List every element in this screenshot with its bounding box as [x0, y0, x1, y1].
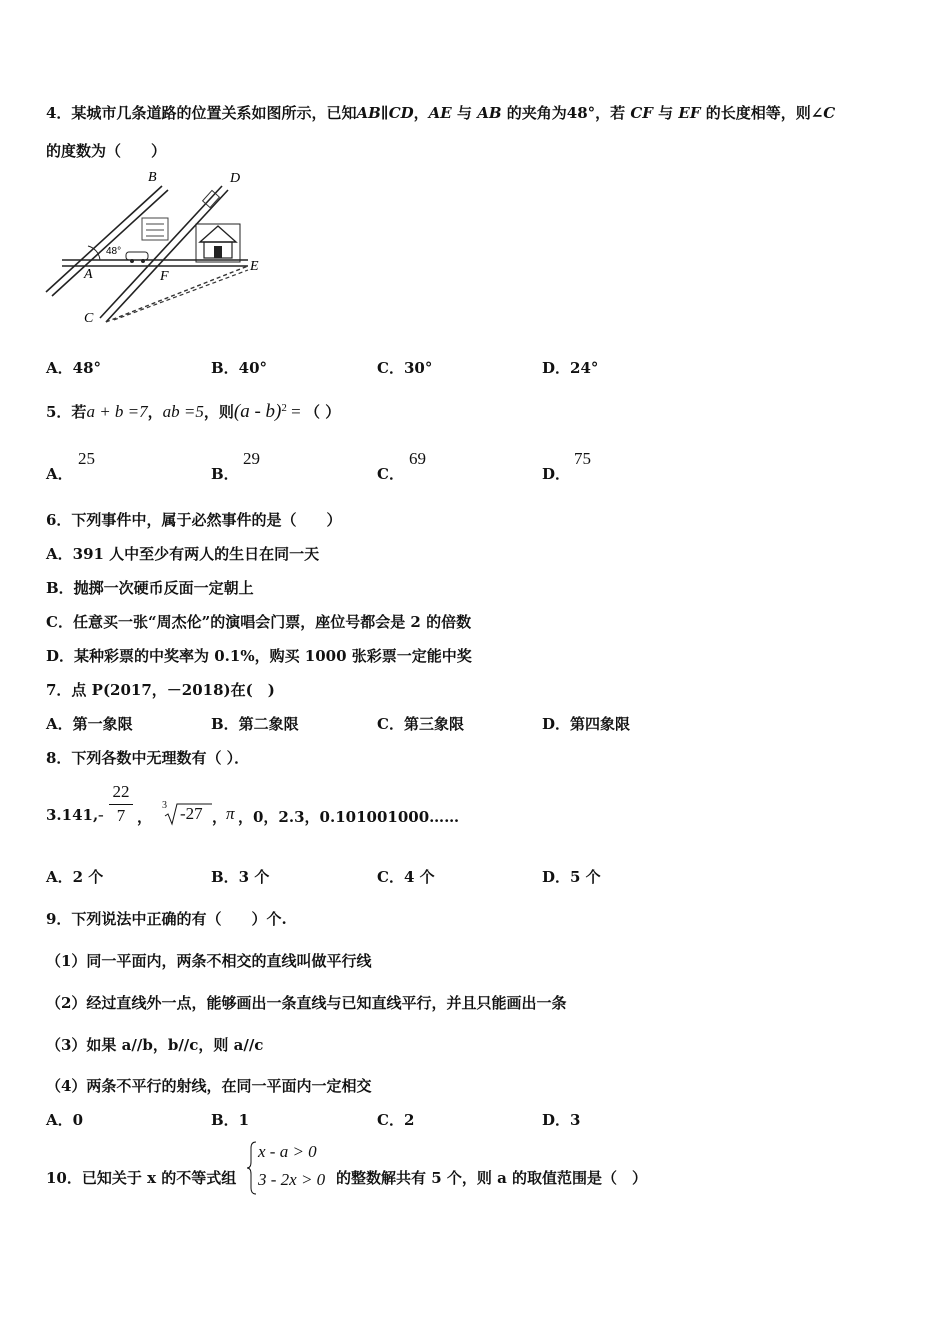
- q10-ineq-2: 3 - 2x > 0: [258, 1170, 326, 1189]
- label-c: C: [84, 311, 94, 326]
- q8-option-a[interactable]: A．2 个: [46, 868, 104, 886]
- label-e: E: [250, 259, 259, 274]
- q6-option-c[interactable]: C．任意买一张“周杰伦”的演唱会门票，座位号都会是 2 的倍数: [46, 613, 472, 631]
- brace-icon: [246, 1140, 258, 1196]
- q5-option-c[interactable]: C．: [377, 465, 404, 483]
- q9-item-4: （4）两条不平行的射线，在同一平面内一定相交: [46, 1077, 372, 1095]
- label-b: B: [148, 170, 157, 185]
- building-icon: [142, 218, 168, 240]
- q8-sep-2: ，: [212, 808, 228, 826]
- q4-road-figure: [44, 168, 266, 328]
- q5-option-a[interactable]: A．: [46, 465, 73, 483]
- q4-option-a[interactable]: A．48°: [46, 359, 102, 377]
- q8-option-d[interactable]: D．5 个: [542, 868, 601, 886]
- q8-rest: ，0，2.3，0.101001000……: [238, 808, 460, 826]
- q7-stem: 7．点 P(2017，－2018)在( ): [46, 681, 275, 699]
- car-icon: [126, 252, 148, 263]
- q4-stem-line1: 4．某城市几条道路的位置关系如图所示，已知AB∥CD，AE 与 AB 的夹角为48°，若 CF 与 EF 的长度相等，则∠C: [46, 104, 836, 122]
- house-icon: [196, 224, 240, 262]
- q10-ineq-1: x - a > 0: [258, 1142, 317, 1161]
- label-a: A: [84, 267, 93, 282]
- q5-option-d[interactable]: D．: [542, 465, 571, 483]
- q8-neg-sign: -: [98, 805, 104, 824]
- q8-option-b[interactable]: B．3 个: [211, 868, 270, 886]
- q8-frac-num: 22: [112, 782, 130, 801]
- q5-option-b-value: 29: [243, 449, 260, 468]
- q7-option-a[interactable]: A．第一象限: [46, 715, 133, 733]
- q7-option-b[interactable]: B．第二象限: [211, 715, 299, 733]
- q6-option-a[interactable]: A．391 人中至少有两人的生日在同一天: [46, 545, 320, 563]
- q5-stem: 5．若a + b =7，ab =5，则(a - b)$^2$ = （ ）: [46, 401, 341, 422]
- q8-pi: π: [226, 804, 235, 823]
- q5-option-c-value: 69: [409, 449, 426, 468]
- q8-root-body: -27: [180, 804, 203, 823]
- label-f: F: [160, 269, 169, 284]
- q6-stem: 6．下列事件中，属于必然事件的是（ ）: [46, 511, 342, 529]
- q10-prefix: 10．已知关于 x 的不等式组: [46, 1169, 237, 1187]
- q9-item-1: （1）同一平面内，两条不相交的直线叫做平行线: [46, 952, 372, 970]
- q4-option-b[interactable]: B．40°: [211, 359, 268, 377]
- q6-option-d[interactable]: D．某种彩票的中奖率为 0.1%，购买 1000 张彩票一定能中奖: [46, 647, 472, 665]
- q9-option-d[interactable]: D．3: [542, 1111, 581, 1129]
- q4-stem-line2: 的度数为（ ）: [46, 142, 167, 160]
- q6-option-b[interactable]: B．抛掷一次硬币反面一定朝上: [46, 579, 254, 597]
- q5-option-a-value: 25: [78, 449, 95, 468]
- q8-num-1: 3.141,: [46, 806, 99, 824]
- q9-item-3: （3）如果 a//b，b//c，则 a//c: [46, 1036, 264, 1054]
- q9-option-b[interactable]: B．1: [211, 1111, 250, 1129]
- q9-option-c[interactable]: C．2: [377, 1111, 415, 1129]
- q8-root-index: 3: [162, 800, 167, 811]
- q5-option-b[interactable]: B．: [211, 465, 239, 483]
- q8-stem: 8．下列各数中无理数有（ ）．: [46, 749, 250, 767]
- q9-item-2: （2）经过直线外一点，能够画出一条直线与已知直线平行，并且只能画出一条: [46, 994, 567, 1012]
- q7-option-d[interactable]: D．第四象限: [542, 715, 631, 733]
- q9-option-a[interactable]: A．0: [46, 1111, 84, 1129]
- q8-frac-den: 7: [116, 806, 126, 825]
- q10-suffix: 的整数解共有 5 个，则 a 的取值范围是（ ）: [336, 1169, 648, 1187]
- label-d: D: [230, 171, 241, 186]
- q4-option-c[interactable]: C．30°: [377, 359, 433, 377]
- q4-option-d[interactable]: D．24°: [542, 359, 599, 377]
- label-angle: 48°: [106, 246, 122, 257]
- q8-sep-1: ，: [137, 808, 153, 826]
- q8-frac-bar: [109, 804, 133, 805]
- q5-option-d-value: 75: [574, 449, 591, 468]
- q8-option-c[interactable]: C．4 个: [377, 868, 435, 886]
- q9-stem: 9．下列说法中正确的有（ ）个.: [46, 910, 287, 928]
- q7-option-c[interactable]: C．第三象限: [377, 715, 464, 733]
